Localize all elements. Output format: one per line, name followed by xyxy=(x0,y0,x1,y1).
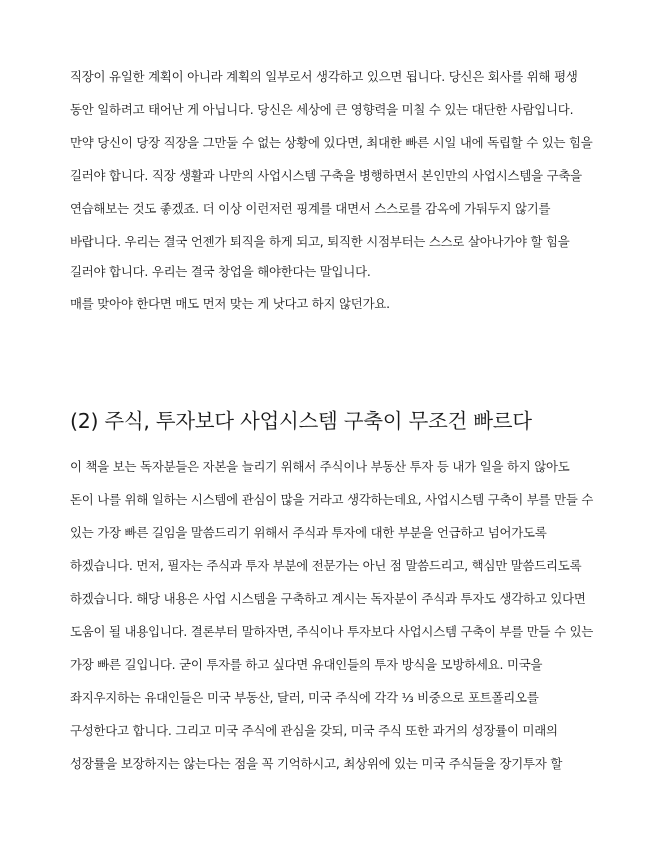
paragraph1-line-5: 연습해보는 것도 좋겠죠. 더 이상 이런저런 핑계를 대면서 스스로를 감옥에 가둬두지 않기를 xyxy=(70,201,551,216)
paragraph1-line-3: 만약 당신이 당장 직장을 그만둘 수 없는 상황에 있다면, 최대한 빠른 시일 내에 독립할 수 있는 힘을 xyxy=(70,135,593,150)
paragraph2-line-1: 이 책을 보는 독자분들은 자본을 늘리기 위해서 주식이나 부동산 투자 등 내가 일을 하지 않아도 xyxy=(70,459,570,474)
section-heading: (2) 주식, 투자보다 사업시스템 구축이 무조건 빠르다 xyxy=(70,409,532,433)
paragraph1-line-6: 바랍니다. 우리는 결국 언젠가 퇴직을 하게 되고, 퇴직한 시점부터는 스스로 살아나가야 할 힘을 xyxy=(70,234,570,249)
paragraph2-line-5: 하겠습니다. 해당 내용은 사업 시스템을 구축하고 계시는 독자분이 주식과 투자도 생각하고 있다면 xyxy=(70,591,586,606)
paragraph1-line-8: 매를 맞아야 한다면 매도 먼저 맞는 게 낫다고 하지 않던가요. xyxy=(70,296,390,311)
paragraph1-line-1: 직장이 유일한 계획이 아니라 계획의 일부로서 생각하고 있으면 됩니다. 당신은 회사를 위해 평생 xyxy=(70,69,578,84)
paragraph2-line-6: 도움이 될 내용입니다. 결론부터 말하자면, 주식이나 투자보다 사업시스템 구축이 부를 만들 수 있는 xyxy=(70,624,594,639)
paragraph2-line-7: 가장 빠른 길입니다. 굳이 투자를 하고 싶다면 유대인들의 투자 방식을 모방하세요. 미국을 xyxy=(70,657,543,672)
paragraph2-line-3: 있는 가장 빠른 길임을 말씀드리기 위해서 주식과 투자에 대한 부분을 언급하고 넘어가도록 xyxy=(70,525,547,540)
paragraph1-line-4: 길러야 합니다. 직장 생활과 나만의 사업시스템 구축을 병행하면서 본인만의 사업시스템을 구축을 xyxy=(70,168,582,183)
paragraph1-line-2: 동안 일하려고 태어난 게 아닙니다. 당신은 세상에 큰 영향력을 미칠 수 있는 대단한 사람입니다. xyxy=(70,102,574,117)
paragraph2-line-2: 돈이 나를 위해 일하는 시스템에 관심이 많을 거라고 생각하는데요, 사업시스템 구축이 부를 만들 수 xyxy=(70,492,594,507)
paragraph2-line-4: 하겠습니다. 먼저, 필자는 주식과 투자 부분에 전문가는 아닌 점 말씀드리고, 핵심만 말씀드리도록 xyxy=(70,558,582,573)
paragraph2-line-8: 좌지우지하는 유대인들은 미국 부동산, 달러, 미국 주식에 각각 ⅓ 비중으로 포트폴리오를 xyxy=(70,690,539,705)
paragraph2-line-9: 구성한다고 합니다. 그리고 미국 주식에 관심을 갖되, 미국 주식 또한 과거의 성장률이 미래의 xyxy=(70,723,558,738)
paragraph1-line-7: 길러야 합니다. 우리는 결국 창업을 해야한다는 말입니다. xyxy=(70,264,371,279)
paragraph2-line-10: 성장률을 보장하지는 않는다는 점을 꼭 기억하시고, 최상위에 있는 미국 주식들을 장기투자 할 xyxy=(70,756,563,771)
